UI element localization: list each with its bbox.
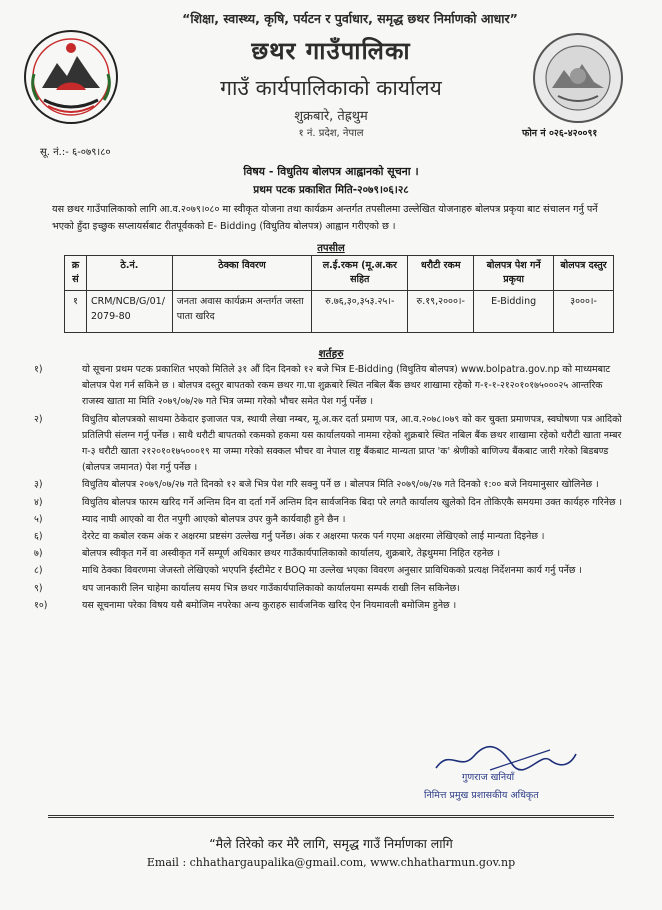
condition-number: २)	[34, 413, 43, 425]
col-header-method: बोलपत्र पेश गर्ने प्रकृया	[474, 256, 554, 291]
condition-number: ९)	[34, 582, 43, 594]
conditions-list	[34, 362, 626, 615]
condition-text: यो सूचना प्रथम पटक प्रकाशित भएको मितिले ३१ औं दिन दिनको १२ बजे भित्र E-Bidding (विधुतिय बोलपत्र) www.bolpatra.gov.np को माध्यमबाट बोलपत्र पेश गर्न सकिने छ । बोलपत्र दस्तुर बापतको रकम छथर गा.पा शुक्रबारे स्थित नबिल बैंक छथर शाखामा रहेको ग-१-१-२१२०१०१७५०००२५ आन्तरिक राजस्व खाता मा मिति २०७९/०७/२७ गते भित्र जम्मा गरेको भौचर समेत पेश गर्नु पर्नेछ ।	[82, 364, 611, 408]
office-location: शुक्रबारे, तेह्रथुम	[294, 109, 368, 124]
condition-item	[34, 362, 626, 411]
office-name: गाउँ कार्यपालिकाको कार्यालय	[220, 76, 442, 100]
bid-table-header-row	[65, 256, 614, 291]
condition-text: बोलपत्र स्वीकृत गर्ने वा अस्वीकृत गर्ने सम्पूर्ण अधिकार छथर गाउँकार्यपालिकाको कार्यालय, शुक्रबारे, तेह्रथुममा निहित रहनेछ ।	[82, 548, 501, 560]
tapsil-heading: तपसील	[317, 243, 345, 254]
col-header-estimate: ल.ई.रकम (मू.अ.कर सहित	[312, 256, 408, 291]
cell-method: E-Bidding	[474, 291, 554, 333]
condition-number: ५)	[34, 513, 43, 525]
condition-item	[34, 546, 626, 562]
col-header-sn: क्र सं	[65, 256, 87, 291]
col-header-description: ठेक्का विवरण	[172, 256, 312, 291]
condition-item	[34, 512, 626, 528]
cell-contract-no: CRM/NCB/G/01/2079-80	[86, 291, 172, 333]
condition-item	[34, 563, 626, 579]
bid-table	[64, 255, 614, 333]
condition-text: विधुतिय बोलपत्र २०७९/०७/२७ गते दिनको १२ बजे भित्र पेश गरि सक्नु पर्ने छ । बोलपत्र मिति २०७९/०७/२७ गते दिनको १:०० बजे नियमानुसार खोलिनेछ ।	[82, 479, 599, 491]
condition-item	[34, 495, 626, 511]
condition-number: ६)	[34, 531, 43, 543]
condition-number: ७)	[34, 548, 43, 560]
condition-item	[34, 598, 626, 614]
municipality-name: छथर गाउँपालिका	[251, 37, 411, 65]
col-header-contract-no: ठे.नं.	[86, 256, 172, 291]
cell-deposit: रु.१९,२०००।-	[408, 291, 474, 333]
footer-contact: Email : chhathargaupalika@gmail.com, www.chhatharmun.gov.np	[146, 856, 516, 869]
cell-sn: १	[65, 291, 87, 333]
table-row	[65, 291, 614, 333]
condition-text: म्याद नाघी आएको वा रीत नपुगी आएको बोलपत्र उपर कुनै कार्यवाही हुने छैन ।	[82, 513, 346, 525]
condition-item	[34, 477, 626, 493]
condition-item	[34, 581, 626, 597]
notice-subject: विषय - विधुतिय बोलपत्र आह्वानको सूचना ।	[243, 165, 419, 178]
cell-fee: ३०००।-	[554, 291, 614, 333]
cell-description: जनता अवास कार्यक्रम अन्तर्गत जस्ता पाता खरिद	[172, 291, 312, 333]
province-line: १ नं. प्रदेश, नेपाल	[298, 128, 364, 139]
published-date: प्रथम पटक प्रकाशित मिति-२०७९।०६।२८	[253, 184, 409, 196]
footer-divider	[48, 815, 614, 818]
condition-text: माथि ठेक्का विवरणमा जेजस्तो लेखिएको भएपनि ईस्टीमेट र BOQ मा उल्लेख भएका विवरण अनुसार प्राविधिकको प्रत्यक्ष निर्देशनमा कार्य गर्नु पर्नेछ ।	[82, 565, 582, 577]
signature-block	[410, 740, 610, 810]
condition-number: १०)	[34, 599, 48, 611]
notice-intro: यस छथर गाउँपालिकाको लागि आ.व.२०७९।०८० मा स्वीकृत योजना तथा कार्यक्रम अन्तर्गत तपसीलमा उल्लेखित योजनाहरु बोलपत्र प्रकृया बाट संचालन गर्नु पर्ने भएको हुँदा इच्छुक सप्लायर्सबाट रीतपूर्वकको E- Bidding (विधुतिय बोलपत्र) आह्वान गरीएको छ ।	[52, 204, 598, 232]
condition-number: ३)	[34, 479, 43, 491]
condition-item	[34, 529, 626, 545]
condition-text: विधुतिय बोलपत्रको साथमा ठेकेदार इजाजत पत्र, स्थायी लेखा नम्बर, मू.अ.कर दर्ता प्रमाण पत्र, आ.व.२०७८।०७९ को कर चुक्ता प्रमाणपत्र, स्वघोषणा पत्र आदिको प्रतिलिपी संलग्न गर्नु पर्नेछ । साथै धरौटी बापतको रकमको हकमा यस कार्यालयको नाममा रहेको शुक्रबारे स्थित नबिल बैंक छथर शाखामा रहेको धरौटी खाता नम्बर ग-३ धरौटी खाता २१२०१०१७५०००१९ मा जम्मा गरेको सक्कल भौचर वा नेपाल राष्ट्र बैंकबाट मान्यता प्राप्त 'क' श्रेणीको बाणिज्य बैंकबाट जारी गरेको बिडबण्ड (बोलपत्र जमानत) पेश गर्नु पर्नेछ ।	[82, 413, 622, 474]
phone-number: फोन नं ०२६-४२००९१	[522, 128, 598, 139]
cell-estimate: रु.७६,३०,३५३.२५।-	[312, 291, 408, 333]
reference-number: सू. नं.:- ६-०७९।८०	[40, 147, 111, 158]
condition-text: विधुतिय बोलपत्र फारम खरिद गर्ने अन्तिम दिन वा दर्ता गर्ने अन्तिम दिन सार्वजनिक बिदा परे लगतै कार्यालय खुलेको दिन तोकिएकै समयमा उक्त कार्यहरु गरिनेछ ।	[82, 496, 623, 508]
condition-number: १)	[34, 364, 43, 375]
col-header-deposit: धरौटी रकम	[408, 256, 474, 291]
condition-number: ४)	[34, 496, 43, 508]
conditions-heading: शर्तहरु	[318, 348, 344, 360]
condition-item	[34, 412, 626, 477]
condition-text: थप जानकारी लिन चाहेमा कार्यालय समय भित्र छथर गाउँकार्यपालिकाको कार्यालयमा सम्पर्क राखी लिन सकिनेछ।	[82, 582, 460, 594]
col-header-fee: बोलपत्र दस्तुर	[554, 256, 614, 291]
signatory-name: गुणराज खनियाँ	[462, 772, 515, 783]
condition-text: यस सूचनामा परेका विषय यसै बमोजिम नपरेका अन्य कुराहरु सार्वजनिक खरिद ऐन नियमावली बमोजिम हुनेछ ।	[82, 599, 457, 611]
motto: “शिक्षा, स्वास्थ्य, कृषि, पर्यटन र पुर्वाधार, समृद्ध छथर निर्माणको आधार”	[182, 11, 518, 26]
signatory-role: निमित्त प्रमुख प्रशासकीय अधिकृत	[424, 790, 539, 801]
condition-number: ८)	[34, 565, 43, 577]
footer-slogan: “मैले तिरेको कर मेरै लागि, समृद्ध गाउँ निर्माणका लागि	[209, 836, 453, 851]
condition-text: देररेट वा कबोल रकम अंक र अक्षरमा प्रष्टसंग उल्लेख गर्नु पर्नेछ। अंक र अक्षरमा फरक पर्न गएमा अक्षरमा लेखिएको लाई मान्यता दिइनेछ ।	[82, 531, 545, 543]
